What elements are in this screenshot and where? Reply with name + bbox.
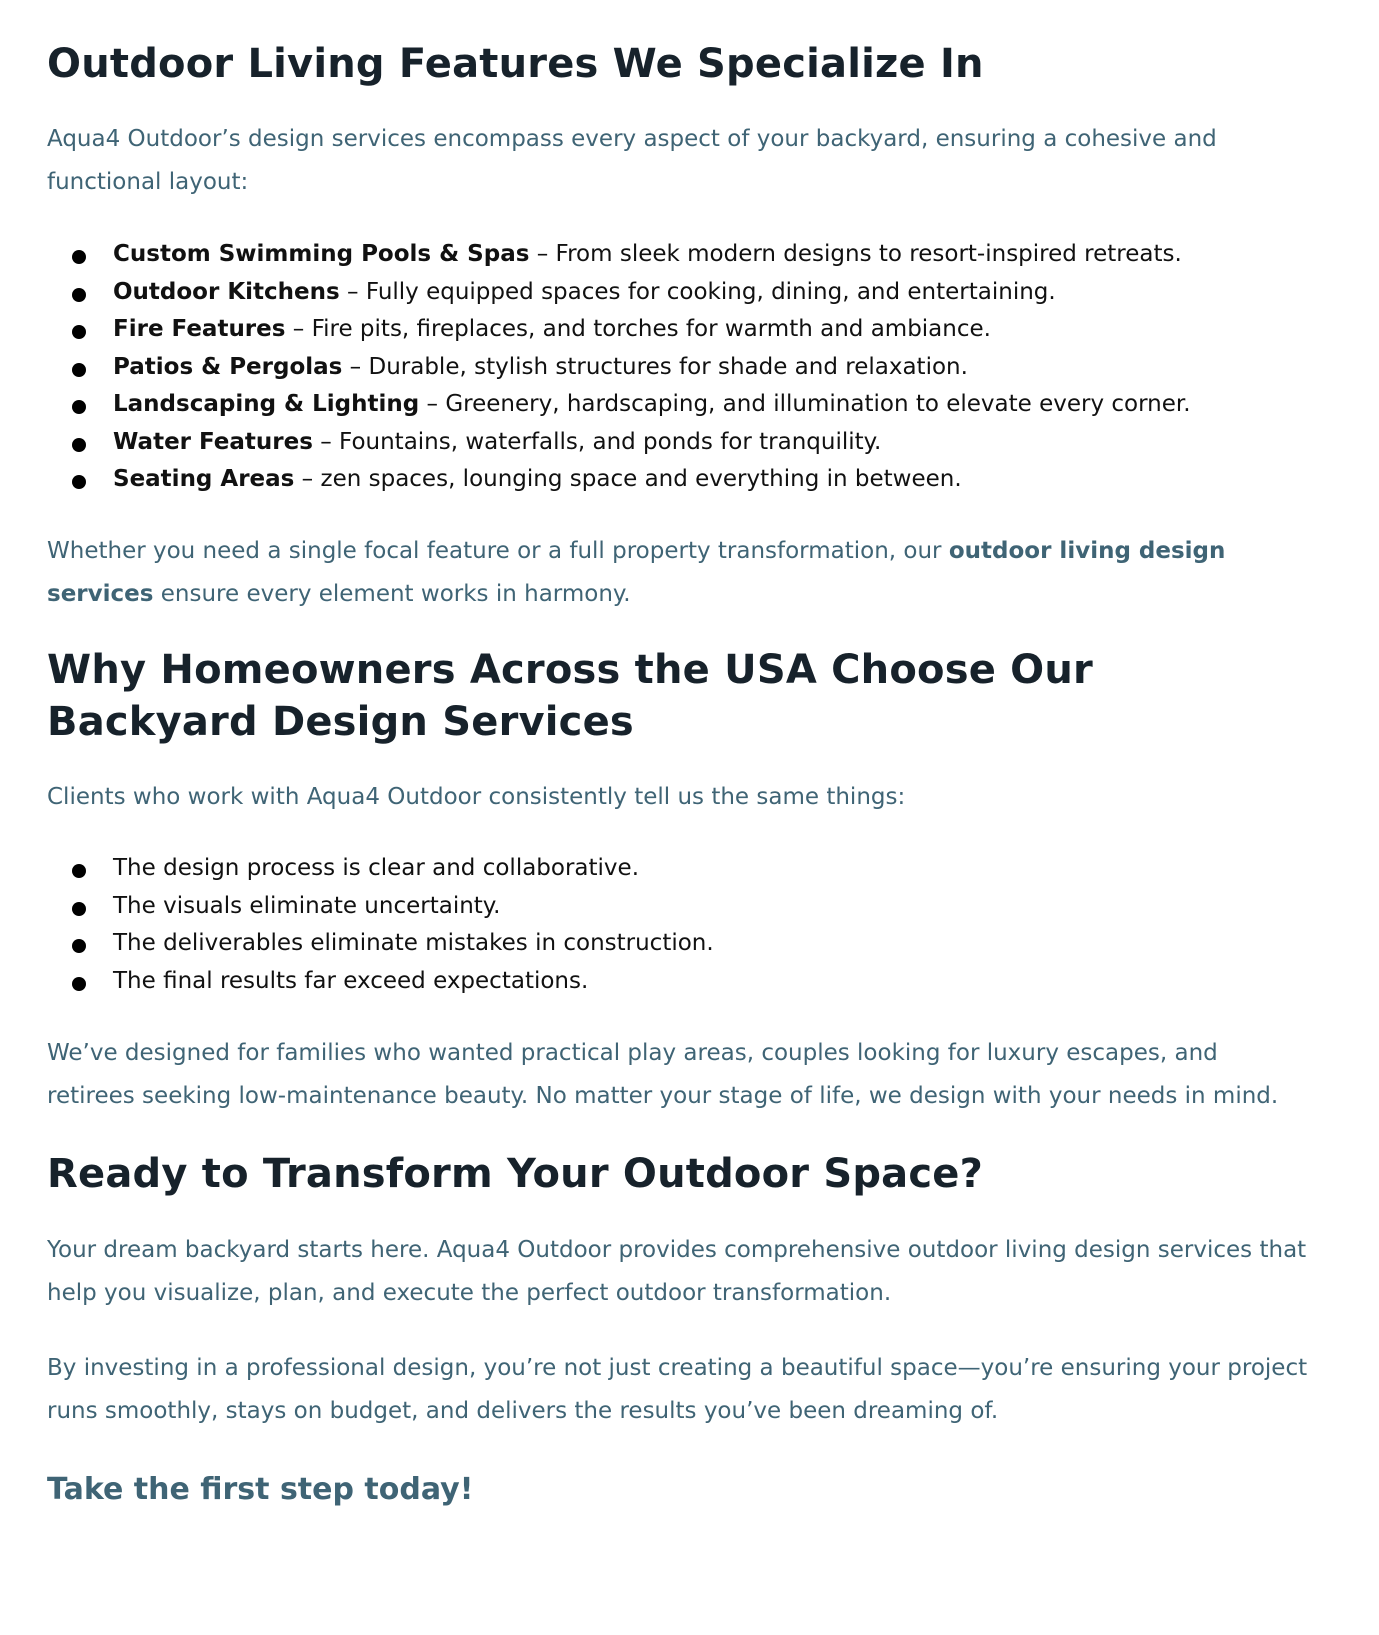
feature-term: Patios & Pergolas	[113, 353, 343, 380]
list-item	[47, 963, 1337, 1001]
feature-term: Custom Swimming Pools & Spas	[113, 241, 530, 267]
bullet-icon	[72, 363, 86, 377]
feature-term: Outdoor Kitchens	[113, 278, 340, 305]
outro-text-after: ensure every element works in harmony.	[153, 581, 631, 607]
point-text: The deliverables eliminate mistakes in construction.	[113, 930, 714, 956]
features-list	[47, 236, 1337, 499]
list-item	[47, 850, 1337, 888]
feature-desc: – Fire pits, fireplaces, and torches for warmth and ambiance.	[285, 316, 991, 342]
bullet-icon	[72, 475, 86, 489]
cta-paragraph-2: By investing in a professional design, you’re not just creating a beautiful space—you’re ensuring your project runs smoothly, stays on budget, and delivers the results you’ve been dreaming of.	[47, 1355, 1308, 1424]
bullet-icon	[72, 400, 86, 414]
list-item	[47, 274, 1337, 312]
section-heading-features: Outdoor Living Features We Specialize In	[47, 41, 984, 87]
cta-paragraph-1: Your dream backyard starts here. Aqua4 Outdoor provides comprehensive outdoor living design services that help you visualize, plan, and execute the perfect outdoor transformation.	[47, 1237, 1307, 1306]
bullet-icon	[72, 250, 86, 264]
feature-desc: – Fully equipped spaces for cooking, dining, and entertaining.	[339, 278, 1056, 305]
section-heading-cta: Ready to Transform Your Outdoor Space?	[47, 1151, 984, 1197]
bullet-icon	[72, 288, 86, 302]
outro-emphasis: outdoor living design services	[47, 538, 1226, 607]
list-item	[47, 236, 1337, 274]
list-item	[47, 461, 1337, 499]
point-text: The visuals eliminate uncertainty.	[113, 892, 501, 919]
list-item	[47, 925, 1337, 963]
point-text: The final results far exceed expectations.	[113, 967, 589, 994]
list-item	[47, 888, 1337, 926]
why-us-outro: We’ve designed for families who wanted practical play areas, couples looking for luxury escapes, and retirees seeking low-maintenance beauty. No matter your stage of life, we design with your needs in mind.	[47, 1040, 1279, 1109]
why-us-intro: Clients who work with Aqua4 Outdoor consistently tell us the same things:	[47, 784, 906, 810]
feature-desc: – zen spaces, lounging space and everything in between.	[294, 466, 962, 492]
testimonial-points-list	[47, 850, 1337, 1000]
list-item	[47, 386, 1337, 424]
list-item	[47, 424, 1337, 462]
cta-tagline: Take the first step today!	[47, 1472, 474, 1507]
feature-term: Fire Features	[113, 316, 286, 342]
bullet-icon	[72, 864, 86, 878]
features-outro	[47, 530, 1237, 616]
features-intro: Aqua4 Outdoor’s design services encompass every aspect of your backyard, ensuring a cohesive and functional layout:	[47, 126, 1217, 195]
bullet-icon	[72, 977, 86, 991]
feature-desc: – From sleek modern designs to resort-inspired retreats.	[529, 241, 1182, 267]
bullet-icon	[72, 325, 86, 339]
feature-term: Seating Areas	[113, 466, 295, 492]
list-item	[47, 349, 1337, 387]
list-item	[47, 311, 1337, 349]
feature-desc: – Durable, stylish structures for shade and relaxation.	[342, 353, 968, 380]
feature-term: Landscaping & Lighting	[113, 391, 420, 417]
section-heading-why-us: Why Homeowners Across the USA Choose Our Backyard Design Services	[47, 647, 1093, 745]
outro-text-before: Whether you need a single focal feature or a full property transformation, our	[47, 538, 949, 564]
feature-desc: – Greenery, hardscaping, and illumination to elevate every corner.	[419, 391, 1191, 417]
bullet-icon	[72, 902, 86, 916]
bullet-icon	[72, 438, 86, 452]
feature-term: Water Features	[113, 428, 313, 455]
point-text: The design process is clear and collaborative.	[113, 855, 640, 881]
bullet-icon	[72, 939, 86, 953]
feature-desc: – Fountains, waterfalls, and ponds for tranquility.	[312, 428, 882, 455]
